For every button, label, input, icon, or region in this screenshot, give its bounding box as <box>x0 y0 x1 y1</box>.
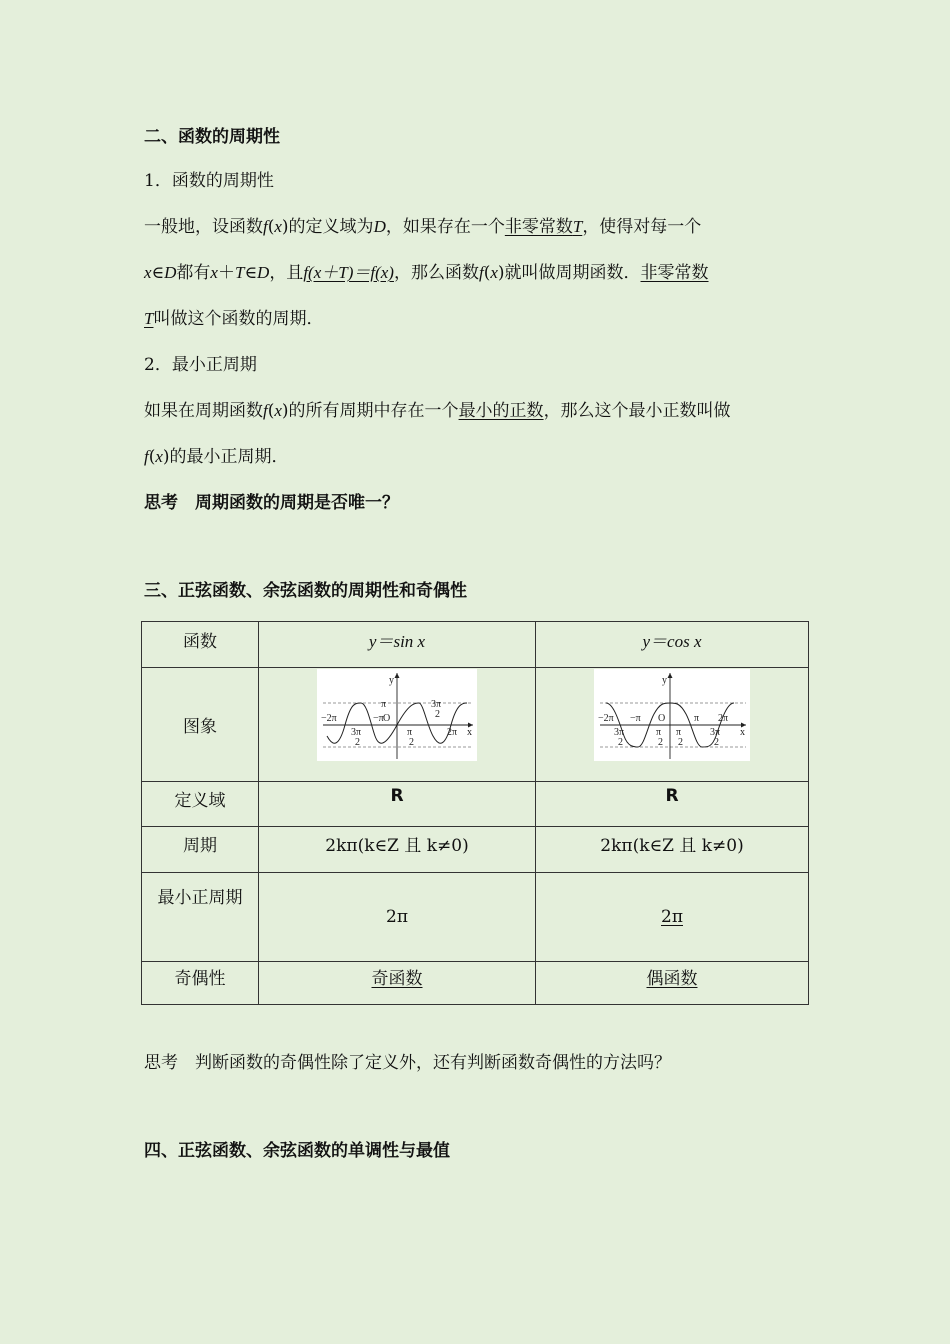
subheading-periodicity: 1．函数的周期性 <box>144 171 274 191</box>
row-label-min-period: 最小正周期 <box>142 873 259 962</box>
svg-text:π: π <box>407 727 413 738</box>
svg-text:2: 2 <box>714 737 719 748</box>
domain-cos: R <box>536 782 809 827</box>
svg-text:−2π: −2π <box>321 713 337 724</box>
table-row <box>142 962 809 1005</box>
section-heading-periodicity: 二、函数的周期性 <box>144 127 280 147</box>
header-cell: 函数 <box>142 622 259 668</box>
svg-text:π: π <box>656 727 662 738</box>
properties-table <box>141 621 809 1005</box>
row-label-period: 周期 <box>142 827 259 873</box>
row-label-domain: 定义域 <box>142 782 259 827</box>
paragraph-line: 如果在周期函数f(x)的所有周期中存在一个最小的正数，那么这个最小正数叫做 <box>144 401 731 421</box>
svg-text:2: 2 <box>409 737 414 748</box>
fill-blank-nonzero-constant: 非零常数T <box>504 217 583 237</box>
paragraph-line: x∈D都有x＋T∈D，且f(x＋T)＝f(x)，那么函数f(x)就叫做周期函数．非零常数 <box>144 263 709 283</box>
table-row <box>142 782 809 827</box>
section-heading-monotonicity: 四、正弦函数、余弦函数的单调性与最值 <box>144 1141 450 1161</box>
paragraph-line: T叫做这个函数的周期． <box>144 309 324 329</box>
svg-text:2π: 2π <box>447 727 458 738</box>
subheading-min-period: 2．最小正周期 <box>144 355 257 375</box>
svg-text:−π: −π <box>373 713 384 724</box>
fill-blank-equation: f(x＋T)＝f(x) <box>303 263 394 282</box>
fill-blank-nonzero-constant-2: 非零常数 <box>640 263 709 283</box>
parity-sin: 奇函数 <box>259 962 536 1005</box>
table-row <box>142 827 809 873</box>
header-cell-sin: y＝sin x <box>259 622 536 668</box>
row-label-parity: 奇偶性 <box>142 962 259 1005</box>
section-heading-sin-cos: 三、正弦函数、余弦函数的周期性和奇偶性 <box>144 581 467 601</box>
svg-text:−2π: −2π <box>598 713 614 724</box>
fill-blank-smallest-positive: 最小的正数 <box>458 401 544 421</box>
think-question-2: 思考 判断函数的奇偶性除了定义外，还有判断函数奇偶性的方法吗？ <box>144 1053 671 1073</box>
paragraph-line: 一般地，设函数f(x)的定义域为D，如果存在一个非零常数T，使得对每一个 <box>144 217 702 237</box>
table-row <box>142 668 809 782</box>
svg-text:y: y <box>662 675 667 686</box>
min-period-sin: 2π <box>259 873 536 962</box>
svg-text:−π: −π <box>630 713 641 724</box>
graph-cell-sin <box>259 668 536 782</box>
table-row <box>142 873 809 962</box>
svg-text:O: O <box>658 713 666 724</box>
graph-cell-cos <box>536 668 809 782</box>
svg-text:y: y <box>389 675 394 686</box>
svg-text:π: π <box>694 713 700 724</box>
svg-text:2: 2 <box>435 709 440 720</box>
think-question-1: 思考 周期函数的周期是否唯一？ <box>144 493 399 513</box>
paragraph-line: f(x)的最小正周期． <box>144 447 289 467</box>
svg-text:2π: 2π <box>718 713 729 724</box>
period-cos: 2kπ(k∈Z 且 k≠0) <box>536 827 809 873</box>
svg-text:x: x <box>467 727 472 738</box>
svg-text:3π: 3π <box>614 727 625 738</box>
svg-text:2: 2 <box>658 737 663 748</box>
svg-text:O: O <box>383 713 391 724</box>
svg-text:x: x <box>740 727 745 738</box>
parity-cos: 偶函数 <box>536 962 809 1005</box>
svg-text:3π: 3π <box>351 727 362 738</box>
period-sin: 2kπ(k∈Z 且 k≠0) <box>259 827 536 873</box>
row-label-graph: 图象 <box>142 668 259 782</box>
svg-text:3π: 3π <box>431 699 442 710</box>
svg-text:π: π <box>676 727 682 738</box>
svg-text:2: 2 <box>618 737 623 748</box>
sine-graph-image <box>317 669 477 761</box>
svg-text:2: 2 <box>678 737 683 748</box>
min-period-cos: 2π <box>536 873 809 962</box>
cosine-graph-image <box>594 669 750 761</box>
svg-text:2: 2 <box>355 737 360 748</box>
table-row <box>142 622 809 668</box>
svg-text:3π: 3π <box>710 727 721 738</box>
svg-text:π: π <box>381 699 387 710</box>
domain-sin: R <box>259 782 536 827</box>
header-cell-cos: y＝cos x <box>536 622 809 668</box>
